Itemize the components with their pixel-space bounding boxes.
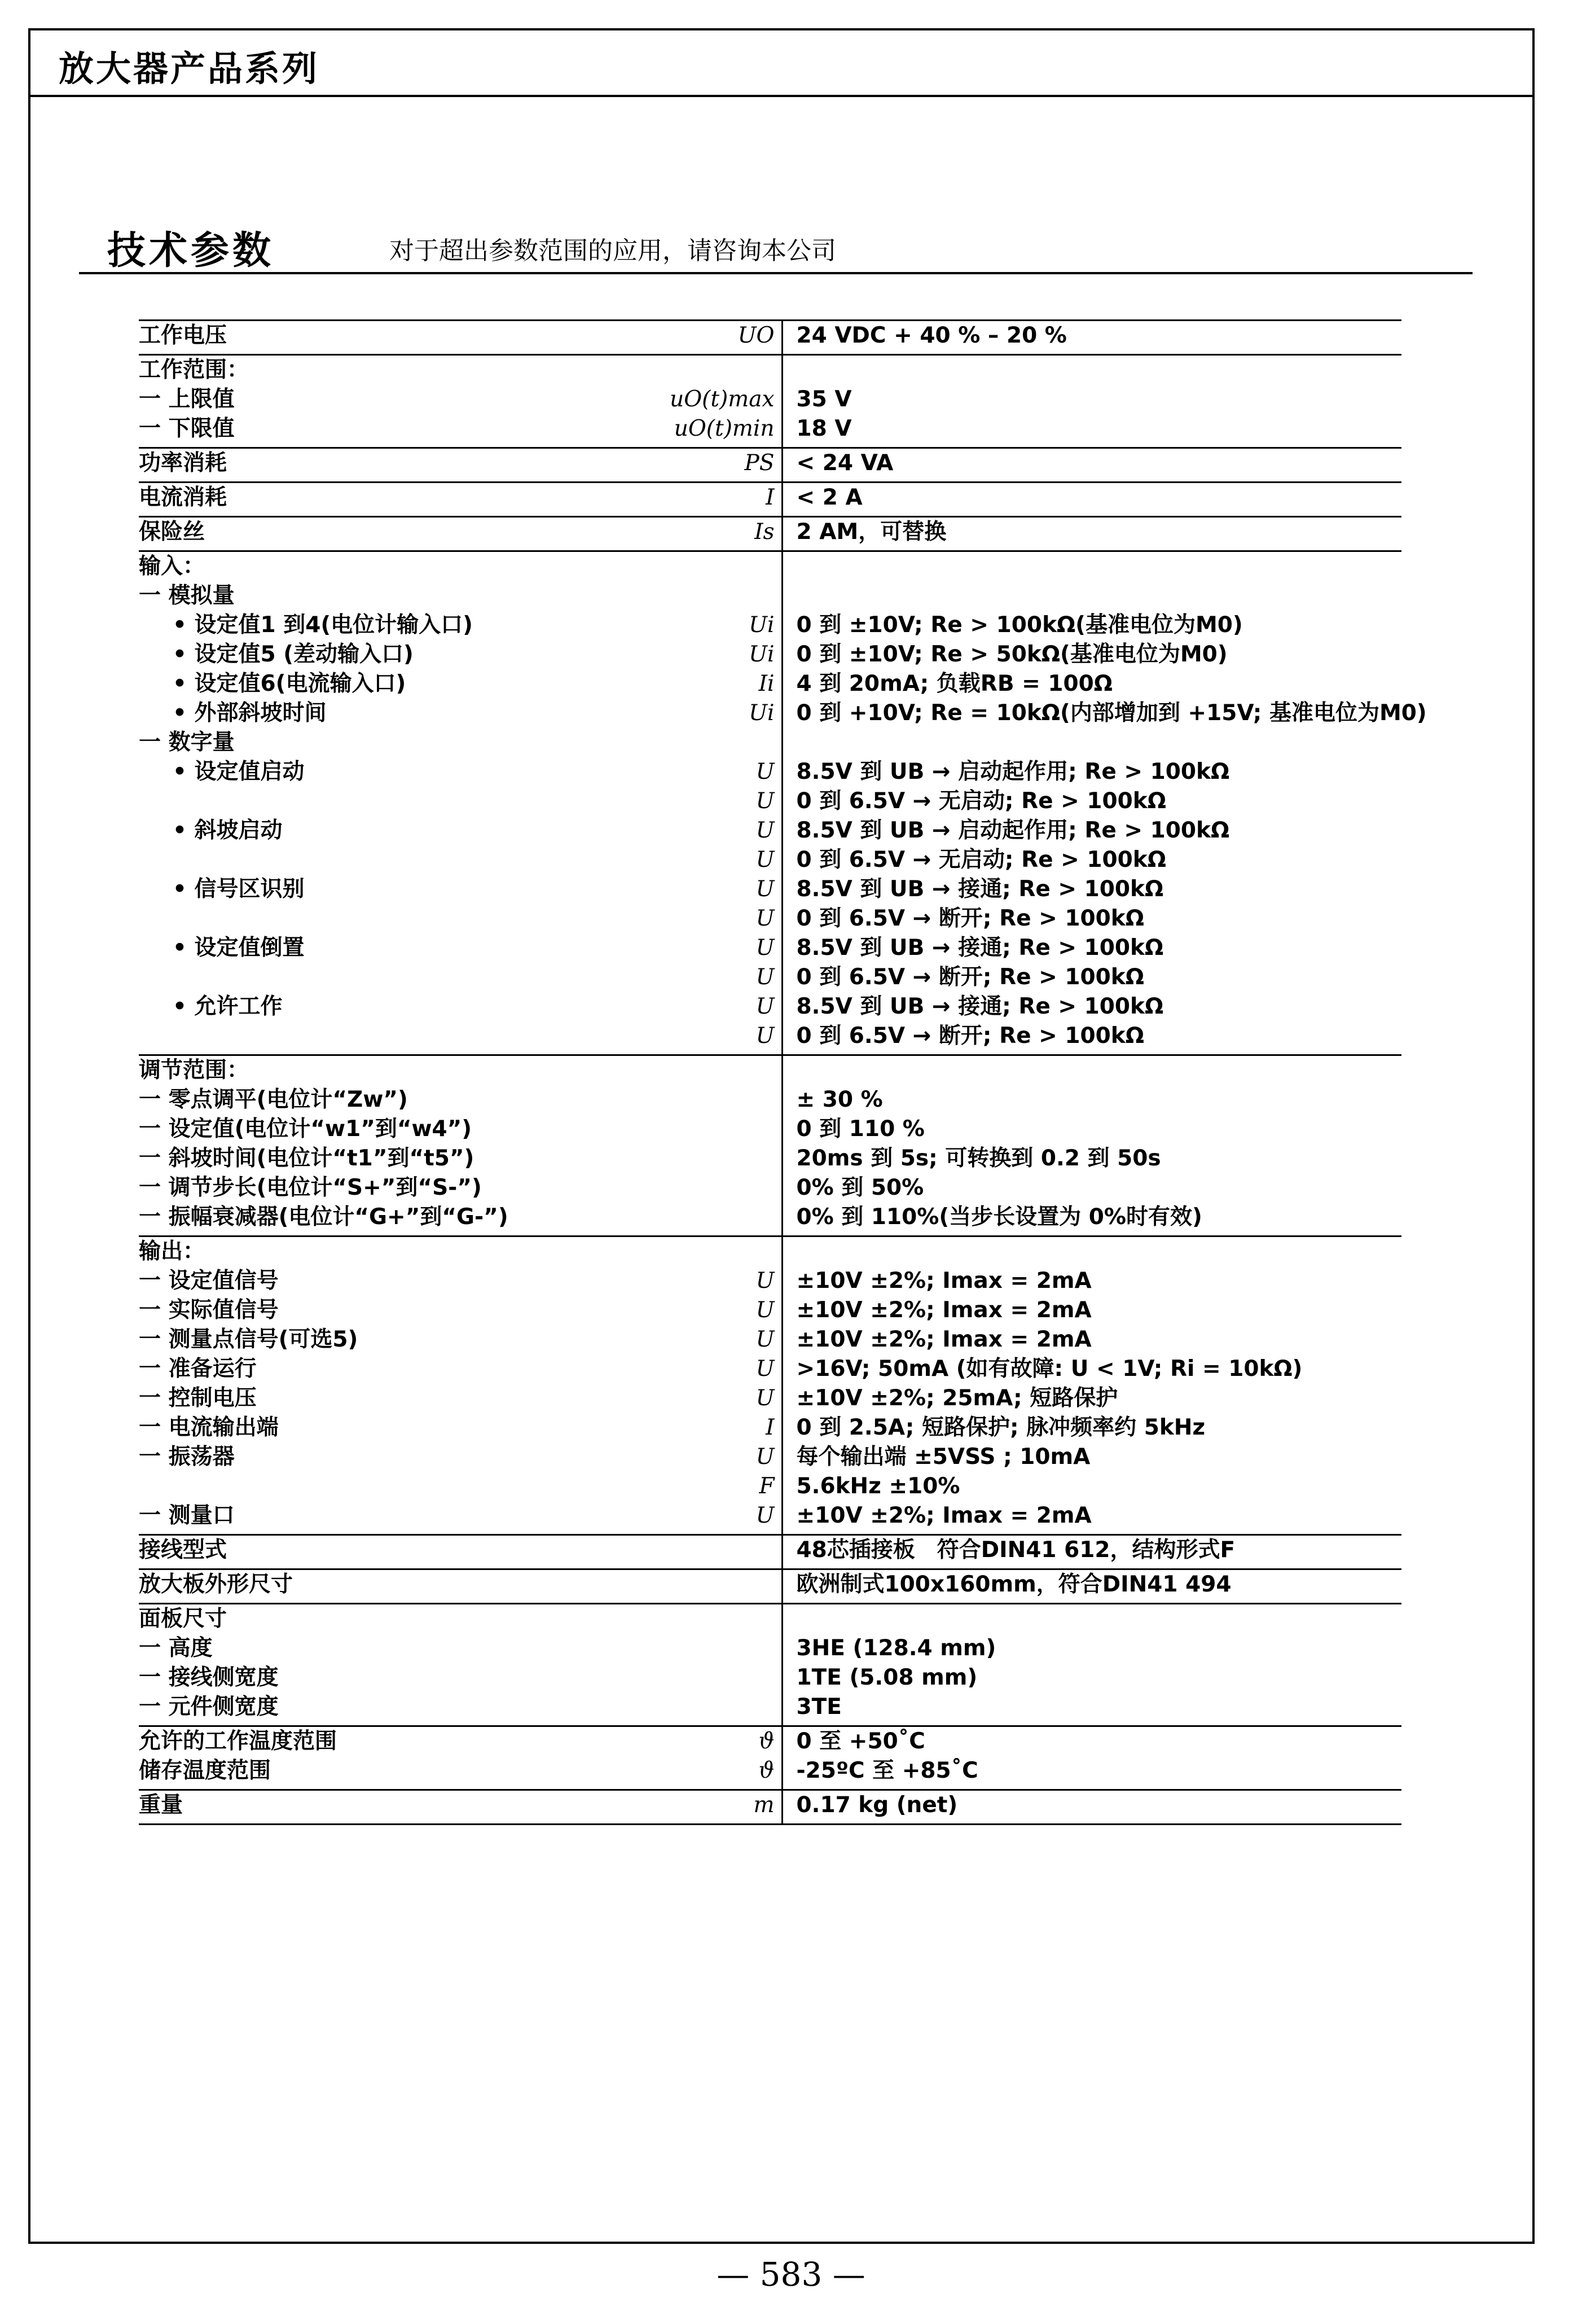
- parameter-value: >16V; 50mA (如有故障: U < 1V; Ri = 10kΩ): [796, 1356, 1303, 1382]
- parameter-line: [139, 1296, 775, 1325]
- parameter-value: 0 到 ±10V; Re > 50kΩ(基准电位为M0): [796, 642, 1228, 667]
- parameter-line: [139, 728, 775, 757]
- parameter-symbol: U: [755, 1023, 775, 1049]
- parameter-label: 一 设定值信号: [139, 1268, 279, 1293]
- parameter-value: 0% 到 50%: [796, 1175, 924, 1200]
- spec-parameter-cell: [139, 1604, 782, 1726]
- parameter-line: [139, 640, 775, 669]
- parameter-symbol: U: [755, 994, 775, 1019]
- parameter-value: 48芯插接板 符合DIN41 612，结构形式F: [796, 1537, 1236, 1563]
- parameter-value: ±10V ±2%; 25mA; 短路保护: [796, 1385, 1118, 1411]
- parameter-symbol: U: [755, 935, 775, 961]
- parameter-label: 一 元件侧宽度: [139, 1694, 279, 1720]
- parameter-value: ± 30 %: [796, 1087, 883, 1112]
- parameter-label: 一 数字量: [139, 730, 235, 755]
- parameter-symbol: U: [755, 1297, 775, 1323]
- parameter-label: 一 测量口: [139, 1503, 235, 1528]
- parameter-label: • 设定值1 到4(电位计输入口): [173, 612, 473, 638]
- parameter-label: 一 高度: [139, 1635, 213, 1661]
- parameter-line: [139, 1354, 775, 1384]
- parameter-label: 储存温度范围: [139, 1758, 271, 1783]
- parameter-symbol: I: [766, 1415, 775, 1440]
- parameter-value: 0 到 6.5V → 无启动; Re > 100kΩ: [796, 847, 1166, 872]
- parameter-value: 0 至 +50˚C: [796, 1729, 925, 1754]
- spec-parameter-cell: [139, 355, 782, 448]
- parameter-label: 一 上限值: [139, 387, 235, 412]
- parameter-value: 8.5V 到 UB → 接通; Re > 100kΩ: [796, 876, 1164, 902]
- parameter-line: [139, 1791, 775, 1820]
- parameter-value: < 2 A: [796, 485, 863, 510]
- parameter-line: [139, 757, 775, 787]
- parameter-line: [139, 933, 775, 963]
- parameter-line: [139, 963, 775, 992]
- parameter-value: 0% 到 110%(当步长设置为 0%时有效): [796, 1204, 1202, 1230]
- parameter-line: [139, 1266, 775, 1296]
- parameter-symbol: U: [755, 1503, 775, 1528]
- parameter-value: -25ºC 至 +85˚C: [796, 1758, 978, 1783]
- spec-value-cell: [782, 1236, 1401, 1535]
- spec-value-cell: [782, 321, 1401, 355]
- spec-row: [139, 1236, 1401, 1535]
- parameter-label: 重量: [139, 1792, 183, 1818]
- spec-parameter-cell: [139, 483, 782, 517]
- parameter-label: 一 实际值信号: [139, 1297, 279, 1323]
- spec-row: [139, 1569, 1401, 1604]
- parameter-line: [139, 1442, 775, 1472]
- parameter-line: [139, 845, 775, 875]
- parameter-label: • 设定值倒置: [173, 935, 305, 961]
- parameter-symbol: ϑ: [758, 1729, 775, 1754]
- parameter-label: • 外部斜坡时间: [173, 700, 327, 726]
- parameter-line: [139, 1692, 775, 1722]
- parameter-line: [139, 699, 775, 728]
- spec-value-cell: [782, 517, 1401, 551]
- spec-table: [139, 319, 1427, 1825]
- parameter-value: 20ms 到 5s; 可转换到 0.2 到 50s: [796, 1146, 1161, 1171]
- parameter-line: [139, 669, 775, 699]
- section-title: 技术参数: [107, 229, 275, 273]
- parameter-value: 欧洲制式100x160mm，符合DIN41 494: [796, 1572, 1232, 1597]
- parameter-label: 一 测量点信号(可选5): [139, 1327, 358, 1352]
- parameter-line: [139, 1727, 775, 1756]
- spec-parameter-cell: [139, 1790, 782, 1825]
- parameter-symbol: U: [755, 1356, 775, 1382]
- spec-row: [139, 1535, 1401, 1569]
- parameter-value: [797, 356, 1402, 385]
- spec-value-cell: [782, 355, 1401, 448]
- parameter-line: [139, 904, 775, 933]
- parameter-value: ±10V ±2%; Imax = 2mA: [796, 1297, 1092, 1323]
- spec-value-cell: [782, 1055, 1401, 1236]
- parameter-label: 放大板外形尺寸: [139, 1572, 293, 1597]
- parameter-symbol: U: [755, 1444, 775, 1470]
- parameter-value: 0.17 kg (net): [796, 1792, 958, 1818]
- parameter-value: [797, 728, 1402, 757]
- parameter-symbol: Ii: [758, 671, 775, 696]
- parameter-label: 一 振荡器: [139, 1444, 235, 1470]
- parameter-line: [139, 1536, 775, 1565]
- parameter-line: [139, 1756, 775, 1786]
- parameter-label: 工作电压: [139, 323, 227, 348]
- parameter-label: 一 调节步长(电位计“S+”到“S-”): [139, 1175, 482, 1200]
- parameter-label: 接线型式: [139, 1537, 227, 1563]
- parameter-value: 8.5V 到 UB → 接通; Re > 100kΩ: [796, 994, 1164, 1019]
- parameter-line: [139, 1663, 775, 1692]
- parameter-value: 0 到 ±10V; Re > 100kΩ(基准电位为M0): [796, 612, 1243, 638]
- parameter-value: 每个输出端 ±5VSS ; 10mA: [796, 1444, 1091, 1470]
- parameter-label: 调节范围：: [139, 1058, 249, 1083]
- parameter-line: [139, 611, 775, 640]
- parameter-value: ±10V ±2%; Imax = 2mA: [796, 1268, 1092, 1293]
- parameter-symbol: U: [755, 1327, 775, 1352]
- parameter-label: 功率消耗: [139, 450, 227, 476]
- parameter-label: 输出：: [139, 1239, 205, 1264]
- parameter-value: [797, 1056, 1402, 1085]
- spec-row: [139, 1604, 1401, 1726]
- parameter-symbol: uO(t)max: [670, 387, 775, 412]
- spec-value-cell: [782, 1790, 1401, 1825]
- parameter-symbol: uO(t)min: [674, 416, 775, 441]
- parameter-line: [139, 992, 775, 1021]
- spec-value-cell: [782, 1726, 1401, 1790]
- spec-row: [139, 1726, 1401, 1790]
- parameter-value: ±10V ±2%; Imax = 2mA: [796, 1327, 1092, 1352]
- spec-value-cell: [782, 448, 1401, 483]
- parameter-line: [139, 1413, 775, 1442]
- parameter-value: [797, 1237, 1402, 1266]
- parameter-value: [797, 581, 1402, 611]
- parameter-label: • 设定值启动: [173, 759, 305, 784]
- parameter-line: [139, 552, 775, 581]
- spec-parameter-cell: [139, 1236, 782, 1535]
- parameter-line: [139, 1325, 775, 1354]
- parameter-symbol: U: [755, 788, 775, 814]
- header-title: 放大器产品系列: [59, 48, 320, 89]
- parameter-label: 电流消耗: [139, 485, 227, 510]
- parameter-label: • 信号区识别: [173, 876, 305, 902]
- parameter-line: [139, 1472, 775, 1501]
- spec-parameter-cell: [139, 448, 782, 483]
- parameter-line: [139, 875, 775, 904]
- parameter-line: [139, 1203, 775, 1232]
- parameter-value: 2 AM，可替换: [796, 519, 947, 545]
- parameter-value: 0 到 +10V; Re = 10kΩ(内部增加到 +15V; 基准电位为M0): [796, 700, 1427, 726]
- parameter-line: [139, 321, 775, 350]
- parameter-label: 一 设定值(电位计“w1”到“w4”): [139, 1116, 472, 1142]
- parameter-line: [139, 1021, 775, 1051]
- parameter-value: 8.5V 到 UB → 启动起作用; Re > 100kΩ: [796, 818, 1230, 843]
- spec-value-cell: [782, 1569, 1401, 1604]
- parameter-label: 一 电流输出端: [139, 1415, 279, 1440]
- parameter-label: • 斜坡启动: [173, 818, 283, 843]
- spec-parameter-cell: [139, 1055, 782, 1236]
- parameter-value: 3HE (128.4 mm): [796, 1635, 996, 1661]
- parameter-line: [139, 1173, 775, 1203]
- parameter-symbol: U: [755, 759, 775, 784]
- section-rule: [79, 272, 1473, 274]
- parameter-value: 0 到 6.5V → 无启动; Re > 100kΩ: [796, 788, 1166, 814]
- parameter-line: [139, 1237, 775, 1266]
- parameter-symbol: Ui: [749, 612, 775, 638]
- parameter-line: [139, 1501, 775, 1531]
- spec-row: [139, 321, 1401, 355]
- parameter-symbol: Ui: [749, 642, 775, 667]
- parameter-value: 0 到 110 %: [796, 1116, 925, 1142]
- parameter-value: [797, 552, 1402, 581]
- parameter-label: 输入：: [139, 554, 205, 579]
- parameter-symbol: U: [755, 1385, 775, 1411]
- parameter-value: 5.6kHz ±10%: [796, 1474, 960, 1499]
- parameter-line: [139, 581, 775, 611]
- spec-row: [139, 517, 1401, 551]
- spec-row: [139, 355, 1401, 448]
- parameter-label: 工作范围：: [139, 357, 249, 383]
- parameter-value: 4 到 20mA; 负载RB = 100Ω: [796, 671, 1113, 696]
- parameter-label: 面板尺寸: [139, 1606, 227, 1632]
- spec-row: [139, 551, 1401, 1055]
- parameter-label: 一 振幅衰减器(电位计“G+”到“G-”): [139, 1204, 508, 1230]
- parameter-line: [139, 414, 775, 444]
- parameter-line: [139, 1144, 775, 1173]
- parameter-line: [139, 483, 775, 512]
- parameter-line: [139, 787, 775, 816]
- parameter-value: 35 V: [796, 387, 852, 412]
- section-note: 对于超出参数范围的应用，请咨询本公司: [389, 236, 836, 265]
- spec-parameter-cell: [139, 1569, 782, 1604]
- parameter-symbol: m: [753, 1792, 775, 1818]
- spec-value-cell: [782, 551, 1427, 1055]
- spec-value-cell: [782, 1535, 1401, 1569]
- parameter-line: [139, 385, 775, 414]
- spec-row: [139, 483, 1401, 517]
- parameter-line: [139, 1604, 775, 1634]
- page-number: — 583 —: [717, 2255, 865, 2294]
- parameter-symbol: U: [755, 876, 775, 902]
- parameter-value: 0 到 6.5V → 断开; Re > 100kΩ: [796, 1023, 1144, 1049]
- parameter-label: • 允许工作: [173, 994, 283, 1019]
- parameter-symbol: ϑ: [758, 1758, 775, 1783]
- parameter-label: 一 零点调平(电位计“Zw”): [139, 1087, 408, 1112]
- parameter-value: < 24 VA: [796, 450, 894, 476]
- parameter-line: [139, 816, 775, 845]
- parameter-symbol: Is: [754, 519, 775, 545]
- spec-parameter-cell: [139, 551, 782, 1055]
- parameter-value: 8.5V 到 UB → 接通; Re > 100kΩ: [796, 935, 1164, 961]
- parameter-line: [139, 1056, 775, 1085]
- parameter-value: 0 到 6.5V → 断开; Re > 100kΩ: [796, 964, 1144, 990]
- parameter-value: 18 V: [796, 416, 852, 441]
- parameter-line: [139, 518, 775, 547]
- parameter-symbol: I: [766, 485, 775, 510]
- spec-parameter-cell: [139, 1726, 782, 1790]
- parameter-label: 一 接线侧宽度: [139, 1665, 279, 1690]
- parameter-label: 一 下限值: [139, 416, 235, 441]
- parameter-symbol: UO: [737, 323, 775, 348]
- parameter-value: [797, 1604, 1402, 1634]
- parameter-value: 0 到 6.5V → 断开; Re > 100kΩ: [796, 906, 1144, 931]
- parameter-symbol: U: [755, 906, 775, 931]
- parameter-symbol: F: [759, 1474, 775, 1499]
- parameter-symbol: Ui: [749, 700, 775, 726]
- parameter-value: 3TE: [796, 1694, 842, 1720]
- parameter-symbol: PS: [744, 450, 775, 476]
- parameter-line: [139, 449, 775, 478]
- parameter-value: 8.5V 到 UB → 启动起作用; Re > 100kΩ: [796, 759, 1230, 784]
- parameter-value: ±10V ±2%; Imax = 2mA: [796, 1503, 1092, 1528]
- spec-value-cell: [782, 483, 1401, 517]
- parameter-value: 0 到 2.5A; 短路保护; 脉冲频率约 5kHz: [796, 1415, 1206, 1440]
- parameter-label: 允许的工作温度范围: [139, 1729, 337, 1754]
- spec-parameter-cell: [139, 321, 782, 355]
- parameter-line: [139, 1570, 775, 1599]
- spec-parameter-cell: [139, 517, 782, 551]
- spec-value-cell: [782, 1604, 1401, 1726]
- spec-row: [139, 448, 1401, 483]
- parameter-symbol: U: [755, 818, 775, 843]
- parameter-line: [139, 1085, 775, 1115]
- spec-parameter-cell: [139, 1535, 782, 1569]
- parameter-line: [139, 1115, 775, 1144]
- parameter-label: 一 斜坡时间(电位计“t1”到“t5”): [139, 1146, 474, 1171]
- parameter-label: 一 准备运行: [139, 1356, 257, 1382]
- parameter-label: 一 模拟量: [139, 583, 235, 608]
- parameter-line: [139, 1634, 775, 1663]
- parameter-value: 24 VDC + 40 % – 20 %: [796, 323, 1067, 348]
- parameter-label: • 设定值5 (差动输入口): [173, 642, 414, 667]
- parameter-label: • 设定值6(电流输入口): [173, 671, 406, 696]
- parameter-symbol: U: [755, 964, 775, 990]
- header-bar: [30, 30, 1532, 97]
- parameter-symbol: U: [755, 847, 775, 872]
- spec-row: [139, 1790, 1401, 1825]
- parameter-label: 一 控制电压: [139, 1385, 257, 1411]
- parameter-value: 1TE (5.08 mm): [796, 1665, 978, 1690]
- parameter-symbol: U: [755, 1268, 775, 1293]
- parameter-line: [139, 356, 775, 385]
- parameter-line: [139, 1384, 775, 1413]
- parameter-label: 保险丝: [139, 519, 205, 545]
- spec-row: [139, 1055, 1401, 1236]
